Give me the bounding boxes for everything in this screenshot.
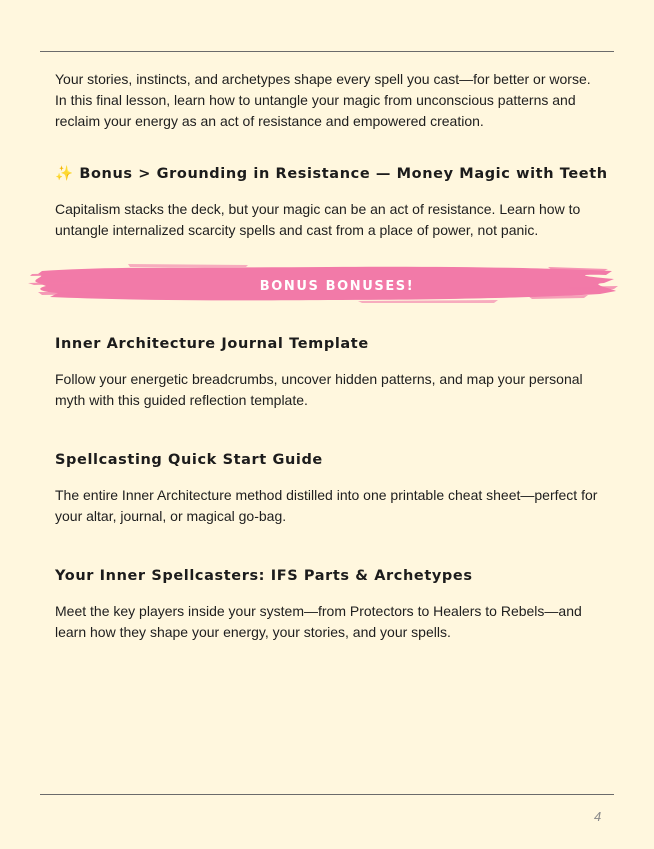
bonus-heading [55, 165, 615, 182]
top-divider [40, 51, 614, 52]
bonus-paragraph: Capitalism stacks the deck, but your magic can be an act of resistance. Learn how to untangle internalized scarcity spells and cast from a place of power, not panic. [55, 201, 581, 238]
bonus-bonuses-banner [28, 262, 618, 306]
banner-label: BONUS BONUSES! [259, 279, 415, 294]
bonus-title-inner-spellcasters: Your Inner Spellcasters: IFS Parts & Archetypes [55, 568, 473, 584]
bonus-title-journal-template: Inner Architecture Journal Template [55, 336, 369, 352]
bonus-description-journal-template: Follow your energetic breadcrumbs, uncover hidden patterns, and map your personal myth with this guided reflection template. [55, 371, 583, 408]
bottom-divider [40, 794, 614, 795]
bonus-title-quick-start-guide: Spellcasting Quick Start Guide [55, 452, 323, 468]
bonus-heading-text: Bonus > Grounding in Resistance — Money Magic with Teeth [79, 166, 608, 182]
bonus-description-quick-start-guide: The entire Inner Architecture method distilled into one printable cheat sheet—perfect for your altar, journal, or magical go-bag. [55, 487, 598, 524]
bonus-description-inner-spellcasters: Meet the key players inside your system—from Protectors to Healers to Rebels—and learn how they shape your energy, your stories, and your spells. [55, 603, 582, 640]
intro-paragraph: Your stories, instincts, and archetypes shape every spell you cast—for better or worse. In this final lesson, learn how to untangle your magic from unconscious patterns and reclaim your energy as an act of resistance and empowered creation. [55, 71, 591, 129]
page-number: 4 [594, 809, 602, 824]
sparkle-icon: ✨ [55, 166, 74, 182]
